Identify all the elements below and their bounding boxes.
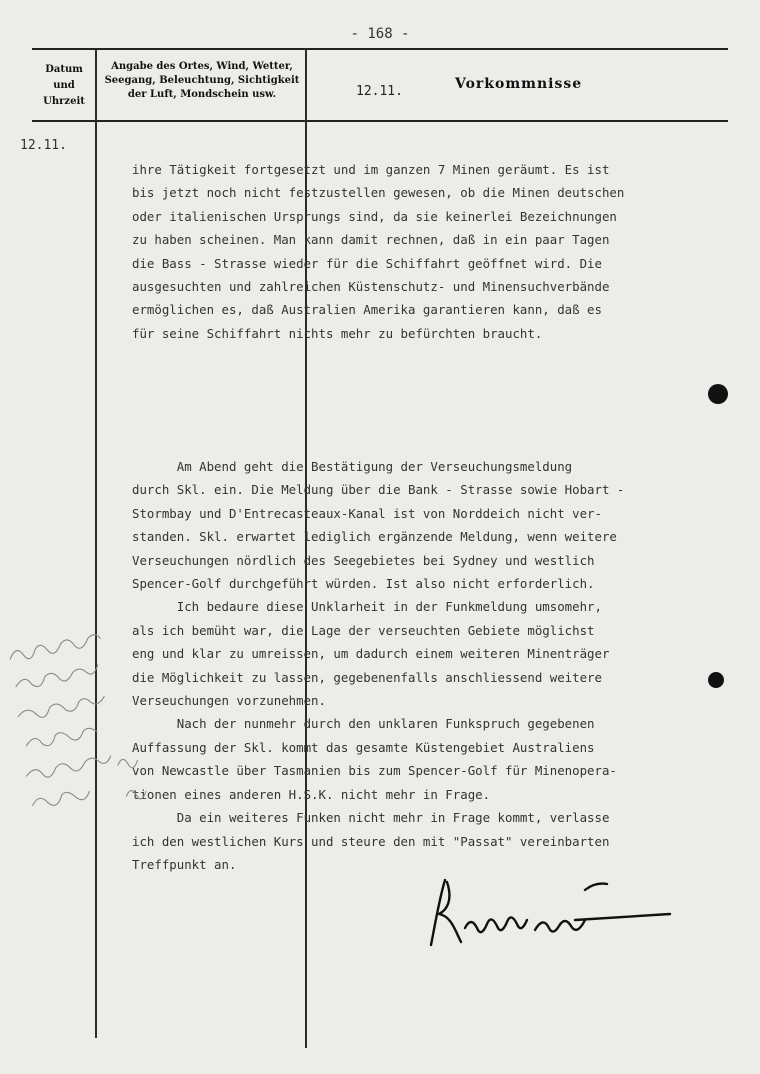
text-line: die Möglichkeit zu lassen, gegebenenfalls anschliessend weitere (132, 669, 602, 685)
header-datum-line: Datum (45, 64, 83, 75)
text-line: die Bass - Strasse wieder für die Schiffahrt geöffnet wird. Die (132, 255, 602, 271)
text-line: oder italienischen Ursprungs sind, da sie keinerlei Bezeichnungen (132, 208, 617, 224)
header-top-rule (32, 48, 728, 50)
header-angabe-line: Seegang, Beleuchtung, Sichtigkeit (104, 75, 300, 86)
text-line: Auffassung der Skl. kommt das gesamte Küstengebiet Australiens (132, 739, 595, 755)
text-line: als ich bemüht war, die Lage der verseuchten Gebiete möglichst (132, 622, 595, 638)
header-angabe-column (100, 60, 304, 102)
text-line: Am Abend geht die Bestätigung der Verseuchungsmeldung (132, 459, 573, 474)
header-datum-line: Uhrzeit (43, 96, 85, 107)
text-line: zu haben scheinen. Man kann damit rechnen, daß in ein paar Tagen (132, 232, 610, 248)
text-line: eng und klar zu umreissen, um dadurch einem weiteren Minenträger (132, 646, 610, 662)
text-line: ihre Tätigkeit fortgesetzt und im ganzen 7 Minen geräumt. Es ist (132, 162, 610, 177)
text-line: für seine Schiffahrt nichts mehr zu befürchten braucht. (132, 325, 543, 341)
header-bottom-rule (32, 120, 728, 122)
entry-paragraph-2 (132, 455, 744, 876)
page-number: - 168 - (350, 26, 410, 42)
header-angabe-line: Angabe des Ortes, Wind, Wetter, (111, 61, 293, 72)
header-title: Vorkommnisse (455, 76, 583, 92)
text-line: Nach der nunmehr durch den unklaren Funkspruch gegebenen (132, 716, 595, 732)
header-datum-line: und (53, 80, 75, 91)
text-line: ausgesuchten und zahlreichen Küstenschutz- und Minensuchverbände (132, 279, 610, 295)
text-line: von Newcastle über Tasmanien bis zum Spencer-Golf für Minenopera- (132, 763, 617, 779)
text-line: standen. Skl. erwartet lediglich ergänzende Meldung, wenn weitere (132, 529, 617, 545)
text-line: Treffpunkt an. (132, 856, 237, 872)
signature (425, 870, 685, 960)
header-angabe-line: der Luft, Mondschein usw. (127, 89, 277, 100)
ink-blot (708, 384, 728, 404)
entry-paragraph-1 (132, 158, 744, 345)
text-line: Verseuchungen nördlich des Seegebietes bei Sydney und westlich (132, 552, 595, 568)
text-line: Verseuchungen vorzunehmen. (132, 693, 326, 709)
text-line: Spencer-Golf durchgeführt würden. Ist also nicht erforderlich. (132, 576, 595, 592)
text-line: Ich bedaure diese Unklarheit in der Funkmeldung umsomehr, (132, 599, 602, 615)
header-datum-column (34, 62, 94, 110)
text-line: Da ein weiteres Funken nicht mehr in Frage kommt, verlasse (132, 810, 610, 826)
text-line: Stormbay und D'Entrecasteaux-Kanal ist von Norddeich nicht ver- (132, 505, 602, 521)
column-rule-1 (95, 48, 97, 1038)
text-line: ich den westlichen Kurs und steure den mit "Passat" vereinbarten (132, 833, 610, 849)
text-line: durch Skl. ein. Die Meldung über die Bank - Strasse sowie Hobart - (132, 482, 625, 498)
text-line: bis jetzt noch nicht festzustellen gewesen, ob die Minen deutschen (132, 185, 625, 201)
text-line: ermöglichen es, daß Australien Amerika garantieren kann, daß es (132, 302, 602, 318)
entry-date: 12.11. (20, 138, 67, 153)
ink-blot (708, 672, 724, 688)
text-line: tionen eines anderen H.S.K. nicht mehr in Frage. (132, 786, 491, 802)
header-date: 12.11. (356, 84, 403, 99)
